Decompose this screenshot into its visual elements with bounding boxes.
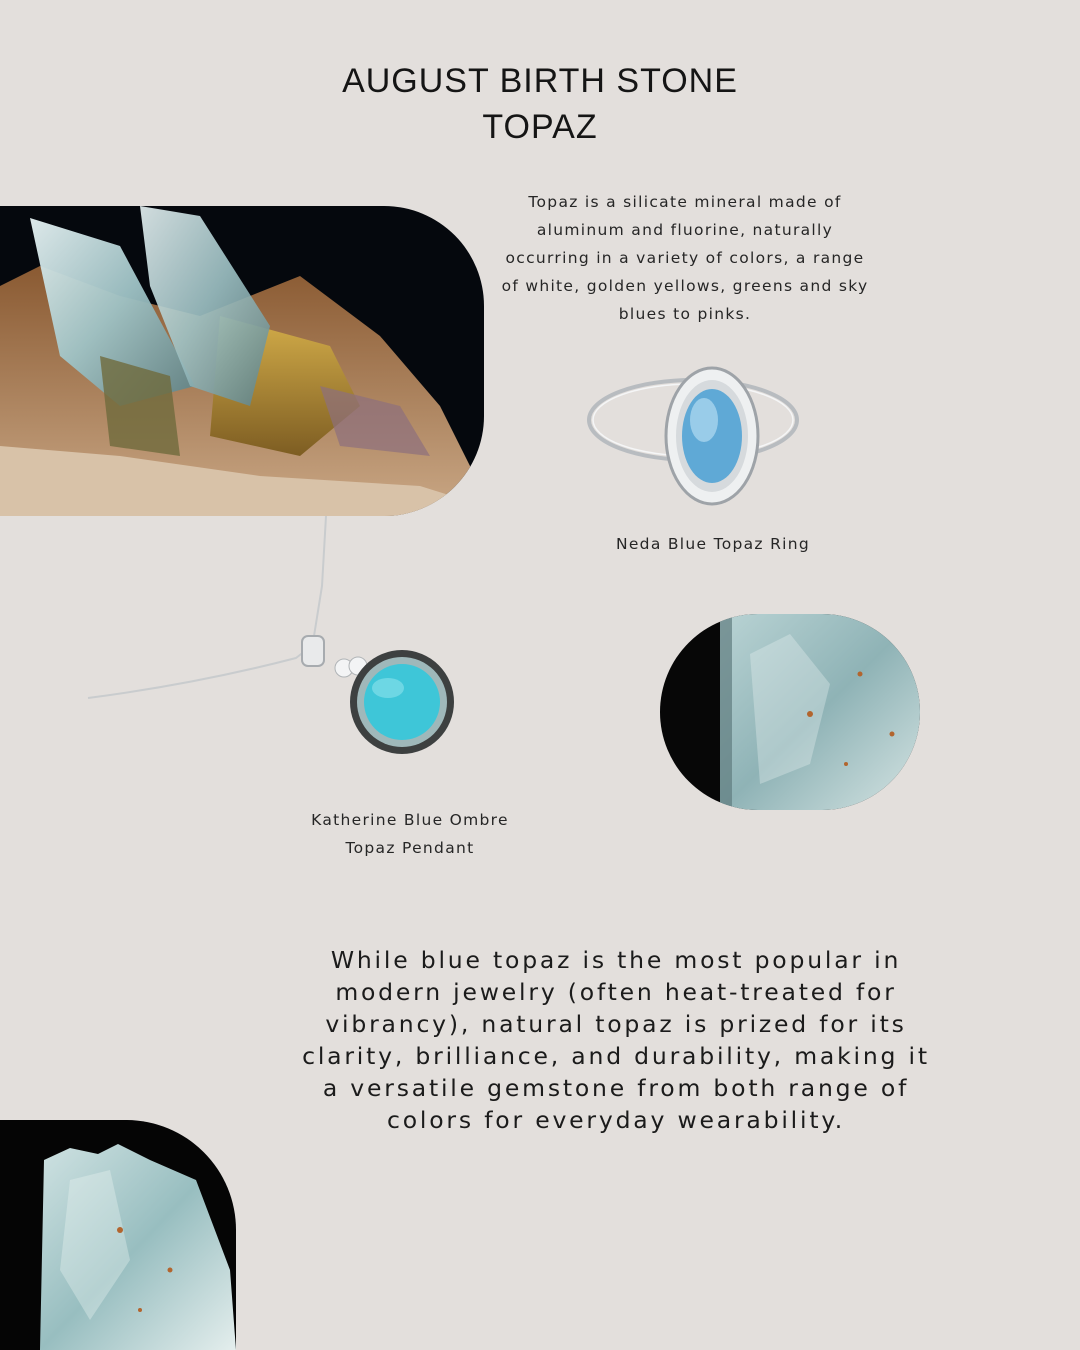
pendant-image (86, 516, 476, 772)
intro-paragraph: Topaz is a silicate mineral made of aluminum and fluorine, naturally occurring in a variety of colors, a range of white, golden yellows, greens and sky blues to pinks. (501, 193, 869, 323)
ring-image (586, 362, 800, 512)
title-line-1: AUGUST BIRTH STONE (342, 62, 738, 100)
pendant-caption-line-2: Topaz Pendant (345, 839, 475, 857)
rough-crystal-photo (0, 1120, 236, 1350)
pendant-caption-line-1: Katherine Blue Ombre (311, 811, 509, 829)
rough-topaz-photo (660, 614, 920, 810)
ring-caption: Neda Blue Topaz Ring (615, 535, 811, 553)
title-line-2: TOPAZ (482, 108, 598, 146)
topaz-crystal-cluster-photo (0, 206, 484, 516)
closing-paragraph: While blue topaz is the most popular in modern jewelry (often heat-treated for vibrancy), natural topaz is prized for its clarity, brilliance, and durability, making it a versatile gemstone from both range of colors for everyday wearability. (302, 946, 930, 1134)
page-title (0, 58, 1080, 150)
pendant-caption (260, 806, 560, 862)
crystal-cluster-image (0, 206, 484, 516)
